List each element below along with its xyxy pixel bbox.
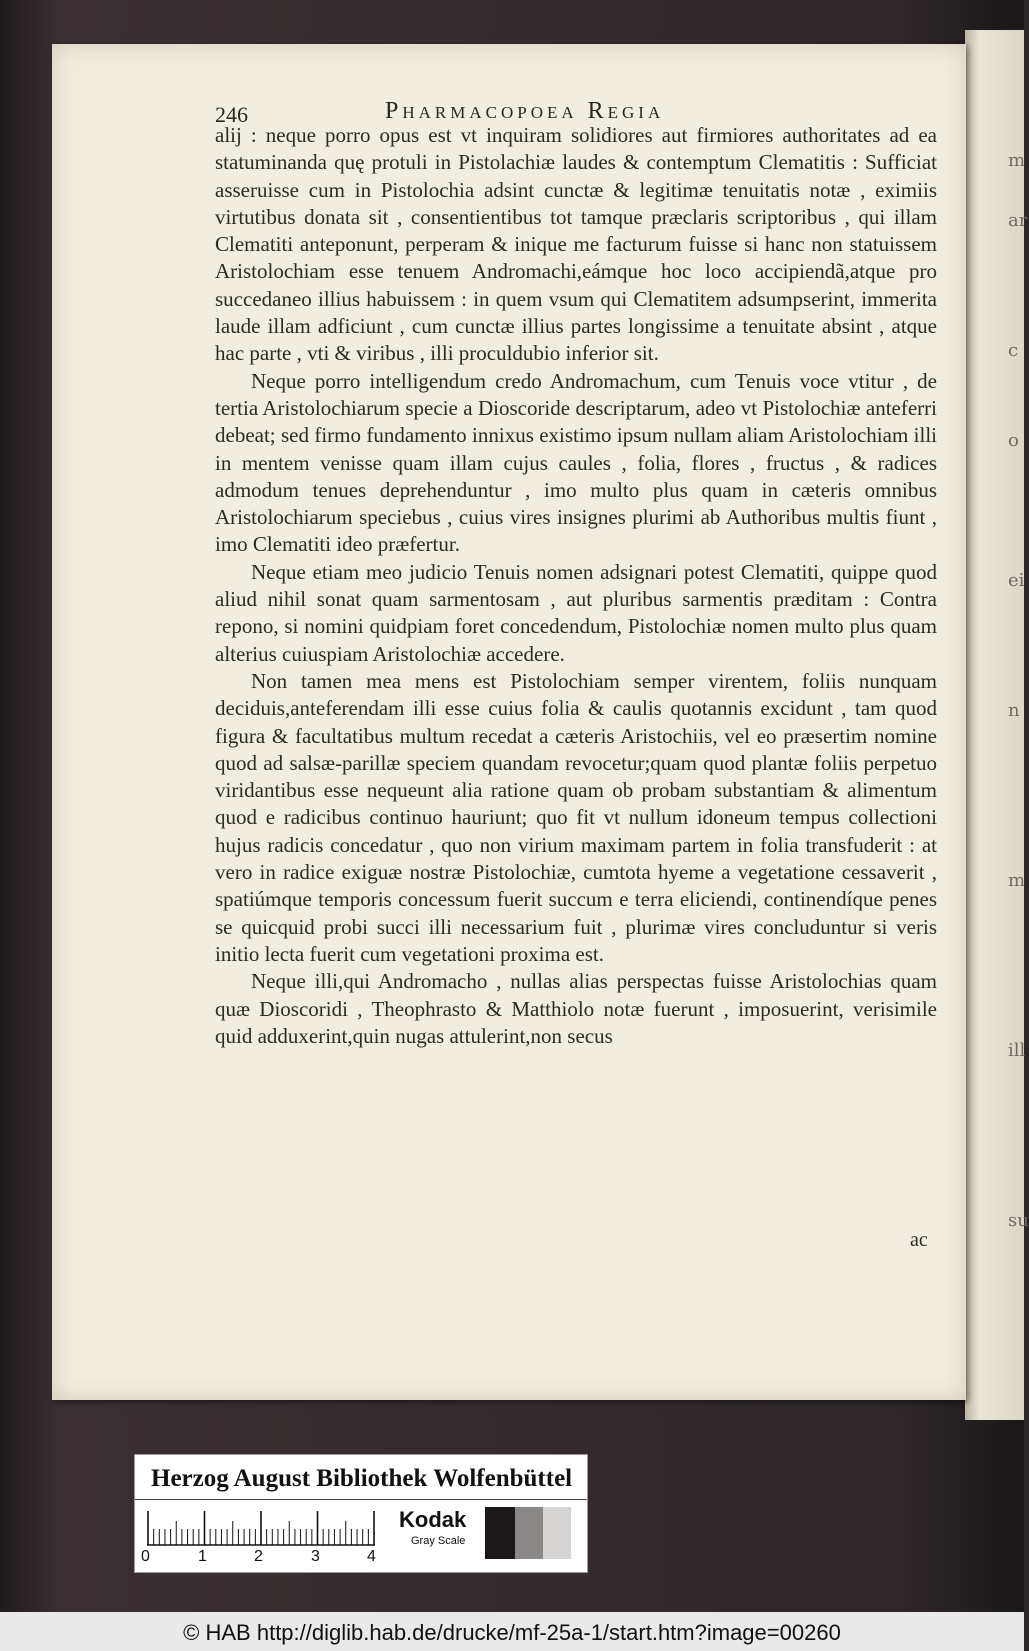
catchword: ac — [910, 1229, 928, 1251]
paragraph: Neque etiam meo judicio Tenuis nomen adsignari potest Clematiti, quippe quod aliud nihil sonat quam sarmentosam , aut pluribus sarmentis præditam : Contra repono, si nomini quidpiam foret concedendum, Pistolochiæ nomen multo plus quam alterius cuiuspiam Aristolochiæ accedere. — [215, 559, 937, 666]
facing-page-fragment: m — [1008, 150, 1026, 171]
paragraph: Neque illi,qui Andromacho , nullas alias perspectas fuisse Aristolochias quam quæ Dioscoridi , Theophrasto & Matthiolo notæ fuerunt , imposuerint, verisimile quid adduxerint,quin nugas attulerint,non secus — [215, 969, 937, 1048]
gray-patch-mid — [515, 1507, 543, 1559]
facing-page-fragment: ar — [1008, 210, 1028, 231]
facing-page-fragment: c — [1008, 340, 1019, 361]
ruler-label: 1 — [198, 1548, 207, 1565]
paragraph: alij : neque porro opus est vt inquiram solidiores aut firmiores authoritates ad ea statuminanda quę protuli in Pistolachiæ laudes & contemptum Clematitis : Sufficiat asseruisse cum in Pistolochia adsint cunctæ & legitimæ tenuitatis notæ , eximiis virtutibus donata sit , consentientibus tot tamque præclaris scriptoribus , qui illam Clematiti anteponunt, perperam & inique me facturum fuisse si hanc non statuissem Aristolochiam esse tenuem Andromachi,eámque hoc loco accipiendã,atque pro succedaneo illius habuissem : in quem vsum qui Clematitem adsumpserint, immerita laude illam adficiunt , cum cunctæ illius partes longissime a tenuitate absint , atque hac parte , vti & viribus , illi proculdubio inferior sit. — [215, 123, 937, 366]
gray-patch-light — [543, 1507, 571, 1559]
paragraph: Neque porro intelligendum credo Andromachum, cum Tenuis voce vtitur , de tertia Aristolochiarum specie a Dioscoride descriptarum, adeo vt Pistolochiæ anteferri debeat; sed firmo fundamento innixus existimo ipsum nullam aliam Aristolochiam illi in mentem venisse quam illam cujus caules , folia, flores , fructus , & radices admodum tenues deprehenduntur , imo multo plus quam in cæteris omnibus Aristolochiarum speciebus , cuius vires insignes plurimi ab Authoribus multis fiunt , imo Clematiti ideo præfertur. — [215, 368, 937, 557]
facing-page-fragment: o — [1008, 430, 1019, 451]
library-name: Herzog August Bibliothek Wolfenbüttel — [151, 1465, 573, 1492]
book-page — [52, 44, 966, 1400]
color-reference-card — [134, 1454, 588, 1573]
body-text — [215, 122, 937, 1050]
ruler-label: 4 — [367, 1548, 376, 1565]
gray-scale-label: Gray Scale — [411, 1535, 466, 1547]
facing-page-fragment: ei — [1008, 570, 1025, 591]
card-divider — [135, 1499, 587, 1500]
copyright-footer: © HAB http://diglib.hab.de/drucke/mf-25a-1/start.htm?image=00260 — [183, 1620, 841, 1645]
measurement-ruler — [147, 1507, 375, 1547]
paragraph: Non tamen mea mens est Pistolochiam semper virentem, foliis nunquam deciduis,anteferendam illi esse cuius folia & caulis quotannis excidunt , tam quod figura & facultatibus multum recedat a cæteris Aristochiis, vel eo præsertim nomine quod ad salsæ-parillæ speciem quandam revocetur;quam quod plantæ foliis perpetuo viridantibus esse nequeunt alia ratione quam ob probam substantiam & alimentum quod e radicibus continuo hauriunt; quo fit vt nullum idoneum tempus collectioni hujus radicis concedatur , quo non virium maximam partem in folia transfuderit : at vero in radice exiguæ nostræ Pistolochiæ, cumtota hyeme a vegetatione cessaverit , spatiúmque temporis concessum fuerit succum e terra eliciendi, continendíque penes se quicquid probi succi illi necessarium fuit , plurimæ vires concluduntur si veris initio lecta fuerit cum vegetationi proxima est. — [215, 668, 937, 966]
footer-bar — [0, 1612, 1024, 1651]
page-number: 246 — [215, 102, 248, 127]
ruler-label: 3 — [311, 1548, 320, 1565]
running-title: Pharmacopoea Regia — [385, 98, 665, 124]
ruler-labels — [141, 1548, 381, 1568]
facing-page-fragment: m — [1008, 870, 1026, 891]
ruler-ticks — [148, 1511, 374, 1545]
ruler-label: 2 — [254, 1548, 263, 1565]
facing-page-fragment: ill — [1008, 1040, 1026, 1061]
facing-page-fragment: su — [1008, 1210, 1029, 1231]
facing-page-fragment: n — [1008, 700, 1020, 721]
gray-patch-dark — [485, 1507, 515, 1559]
kodak-logo: Kodak — [399, 1507, 467, 1532]
ruler-label: 0 — [141, 1548, 150, 1565]
